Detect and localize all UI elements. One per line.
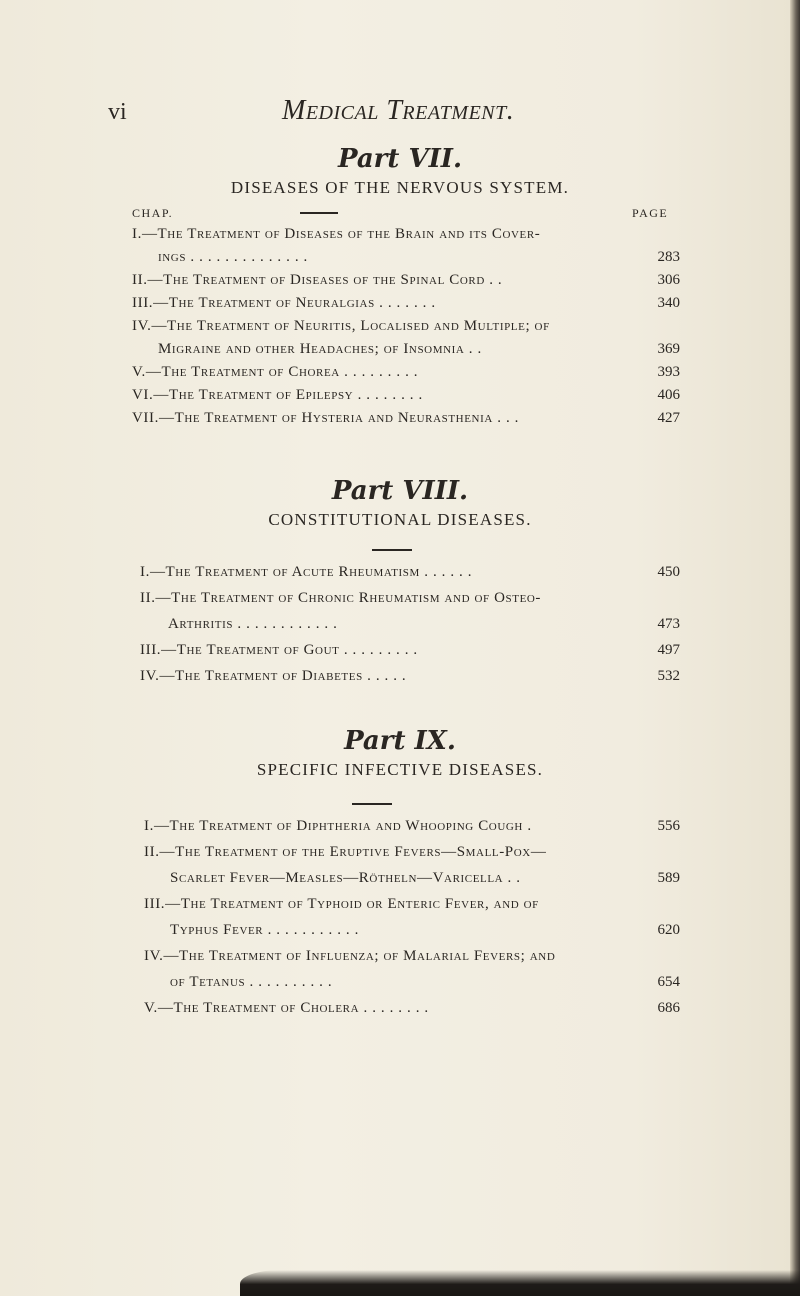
divider — [352, 803, 392, 805]
part-heading-text: Part VIII. — [331, 476, 469, 506]
entry-page: 406 — [657, 387, 680, 403]
chap-label: CHAP. — [132, 206, 174, 220]
entry-page: 686 — [657, 1000, 680, 1016]
entry-page: 369 — [657, 341, 680, 357]
entry-page: 450 — [657, 564, 680, 580]
part-subheading: CONSTITUTIONAL DISEASES. — [268, 510, 532, 529]
entry-title-cont: Migraine and other Headaches; of Insomnia . . — [158, 341, 482, 357]
entry-title: IV.—The Treatment of Diabetes . . . . . — [140, 668, 407, 684]
part-heading-text: Part VII. — [337, 144, 462, 174]
divider — [300, 212, 338, 214]
entry-page: 556 — [657, 818, 680, 834]
entry-title: III.—The Treatment of Neuralgias . . . . . . . — [132, 295, 436, 311]
entry-title: I.—The Treatment of Diseases of the Brain and its Cover- — [132, 226, 541, 242]
entry-title: V.—The Treatment of Cholera . . . . . . . . — [144, 1000, 429, 1016]
entry-page: 473 — [657, 616, 680, 632]
entry-title: II.—The Treatment of Chronic Rheumatism and of Osteo- — [140, 590, 542, 606]
divider — [372, 549, 412, 551]
entry-page: 532 — [657, 668, 680, 684]
entry-page: 283 — [657, 249, 680, 265]
entry-title: II.—The Treatment of Diseases of the Spinal Cord . . — [132, 272, 503, 288]
page-label: PAGE — [632, 206, 669, 220]
entry-title: IV.—The Treatment of Influenza; of Malarial Fevers; and — [144, 948, 556, 964]
entry-page: 427 — [657, 410, 680, 426]
entry-page: 393 — [657, 364, 680, 380]
entry-title: III.—The Treatment of Typhoid or Enteric Fever, and of — [144, 896, 539, 912]
entry-title: V.—The Treatment of Chorea . . . . . . . . . — [132, 364, 419, 380]
entry-title-cont: Typhus Fever . . . . . . . . . . . — [170, 922, 359, 938]
entry-title: III.—The Treatment of Gout . . . . . . . . . — [140, 642, 418, 658]
part-heading-text: Part IX. — [344, 726, 456, 756]
part-subheading: SPECIFIC INFECTIVE DISEASES. — [256, 760, 544, 779]
entry-page: 589 — [657, 870, 680, 886]
entry-page: 654 — [657, 974, 680, 990]
entry-title-cont: of Tetanus . . . . . . . . . . — [170, 974, 333, 990]
book-title: Medical Treatment. — [282, 95, 515, 126]
entry-title-cont: ings . . . . . . . . . . . . . . — [158, 249, 308, 265]
part-subheading: DISEASES OF THE NERVOUS SYSTEM. — [230, 178, 570, 197]
entry-title: I.—The Treatment of Acute Rheumatism . . . . . . — [140, 564, 473, 580]
page-number: vi — [108, 99, 127, 125]
entry-title-cont: Arthritis . . . . . . . . . . . . — [168, 616, 338, 632]
entry-title: VII.—The Treatment of Hysteria and Neurasthenia . . . — [132, 410, 519, 426]
entry-page: 620 — [657, 922, 680, 938]
entry-title: II.—The Treatment of the Eruptive Fevers—Small-Pox— — [144, 844, 547, 860]
entry-page: 340 — [657, 295, 680, 311]
scan-shadow — [240, 1270, 800, 1296]
entry-page: 306 — [657, 272, 680, 288]
entry-title: I.—The Treatment of Diphtheria and Whooping Cough . — [144, 818, 532, 834]
running-head — [0, 95, 800, 135]
entry-page: 497 — [657, 642, 680, 658]
part-heading — [0, 726, 800, 756]
entry-title: VI.—The Treatment of Epilepsy . . . . . . . . — [132, 387, 423, 403]
entry-title: IV.—The Treatment of Neuritis, Localised and Multiple; of — [132, 318, 550, 334]
part-heading — [0, 476, 800, 506]
part-heading — [0, 144, 800, 174]
entry-title-cont: Scarlet Fever—Measles—Rötheln—Varicella . . — [170, 870, 521, 886]
